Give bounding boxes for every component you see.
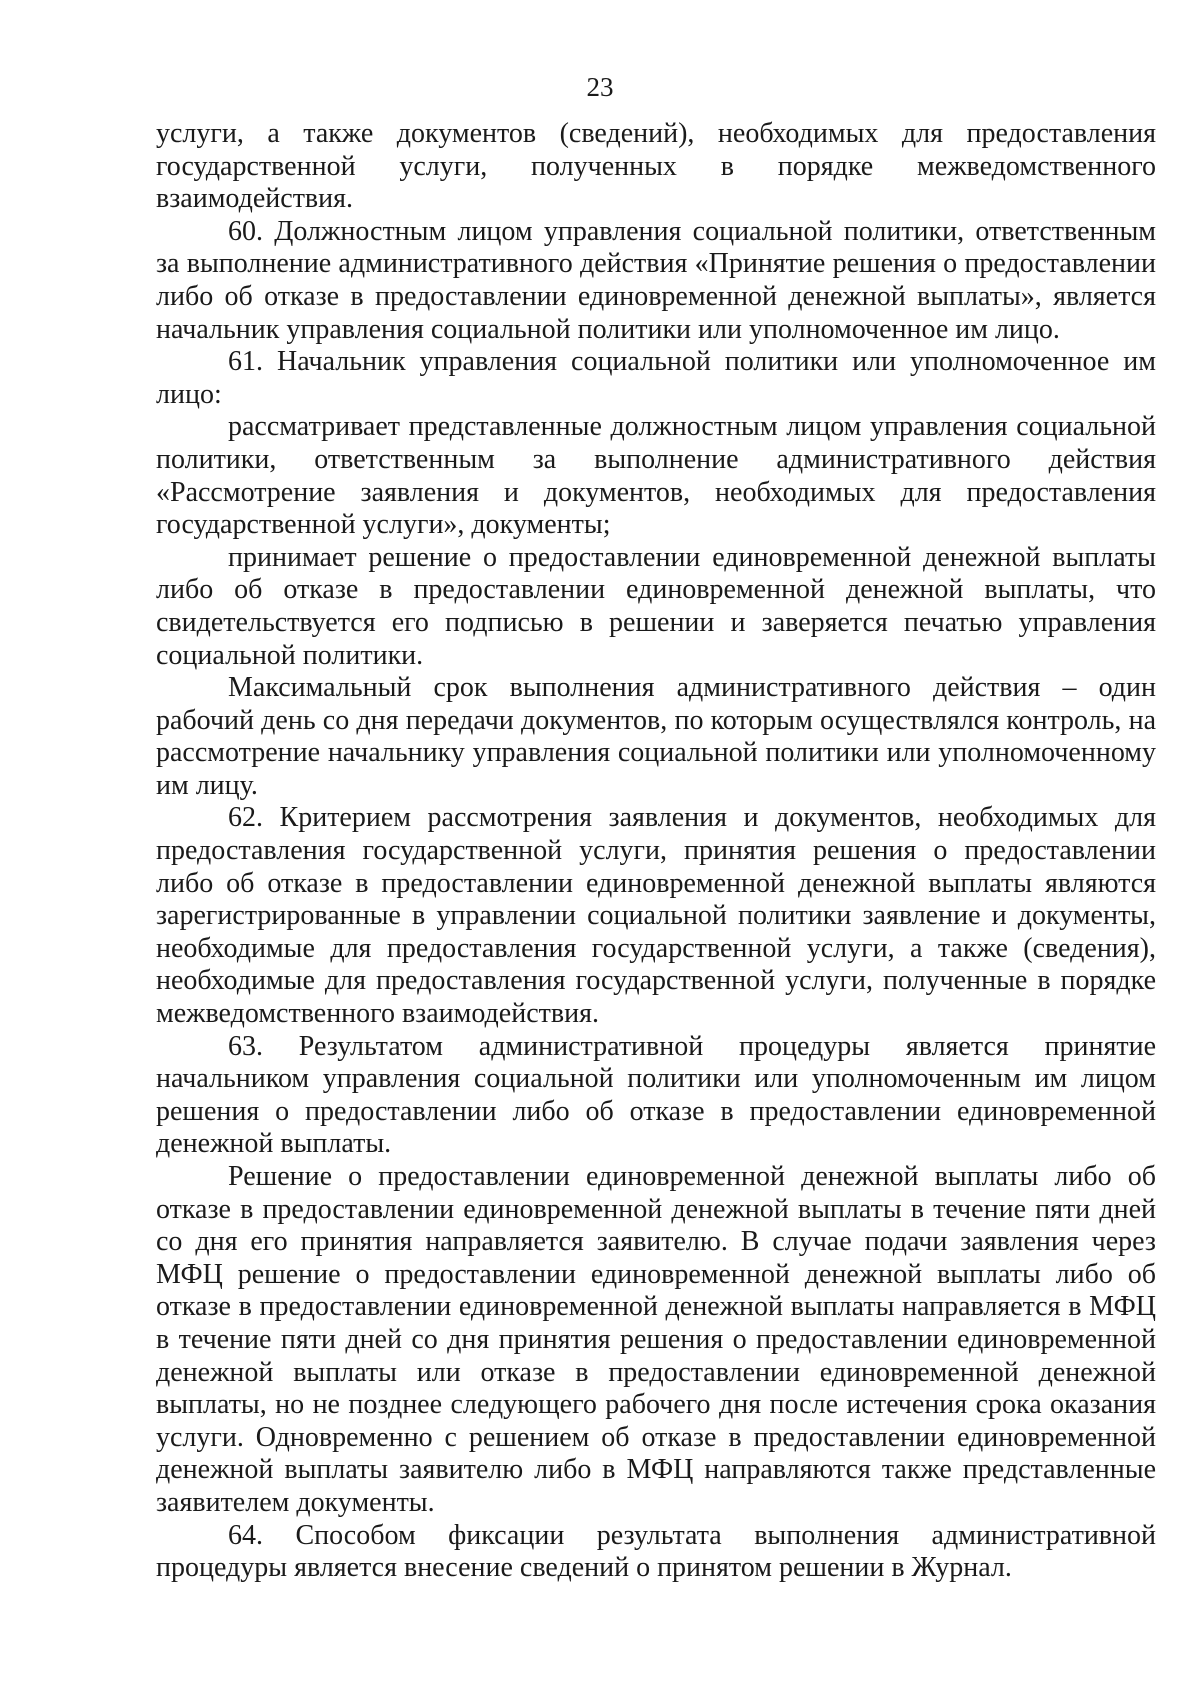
paragraph: Решение о предоставлении единовременной денежной выплаты либо об отказе в предоставлении единовременной денежной выплаты в течение пяти дней со дня его принятия направляется заявителю. В случае подачи заявления через МФЦ решение о предоставлении единовременной денежной выплаты либо об отказе в предоставлении единовременной денежной выплаты направляется в МФЦ в течение пяти дней со дня принятия решения о предоставлении единовременной денежной выплаты или отказе в предоставлении единовременной денежной выплаты, но не позднее следующего рабочего дня после истечения срока оказания услуги. Одновременно с решением об отказе в предоставлении единовременной денежной выплаты заявителю либо в МФЦ направляются также представленные заявителем документы. xyxy=(156,1161,1156,1518)
document-body xyxy=(156,118,1156,1585)
paragraph: Максимальный срок выполнения административного действия – один рабочий день со дня передачи документов, по которым осуществлялся контроль, на рассмотрение начальнику управления социальной политики или уполномоченному им лицу. xyxy=(156,672,1156,801)
paragraph: 61. Начальник управления социальной политики или уполномоченное им лицо: xyxy=(156,346,1156,410)
page-number: 23 xyxy=(586,72,614,102)
paragraph: принимает решение о предоставлении единовременной денежной выплаты либо об отказе в предоставлении единовременной денежной выплаты, что свидетельствуется его подписью в решении и заверяется печатью управления социальной политики. xyxy=(156,541,1156,671)
paragraph: рассматривает представленные должностным лицом управления социальной политики, ответственным за выполнение административного действия «Рассмотрение заявления и документов, необходимых для предоставления государственной услуги», документы; xyxy=(156,411,1156,541)
paragraph: услуги, а также документов (сведений), необходимых для предоставления государственной услуги, полученных в порядке межведомственного взаимодействия. xyxy=(156,118,1156,215)
paragraph: 60. Должностным лицом управления социальной политики, ответственным за выполнение административного действия «Принятие решения о предоставлении либо об отказе в предоставлении единовременной денежной выплаты», является начальник управления социальной политики или уполномоченное им лицо. xyxy=(156,215,1156,345)
paragraph: 63. Результатом административной процедуры является принятие начальником управления социальной политики или уполномоченным им лицом решения о предоставлении либо об отказе в предоставлении единовременной денежной выплаты. xyxy=(156,1030,1156,1160)
paragraph: 64. Способом фиксации результата выполнения административной процедуры является внесение сведений о принятом решении в Журнал. xyxy=(156,1519,1156,1584)
paragraph: 62. Критерием рассмотрения заявления и документов, необходимых для предоставления государственной услуги, принятия решения о предоставлении либо об отказе в предоставлении единовременной денежной выплаты являются зарегистрированные в управлении социальной политики заявление и документы, необходимые для предоставления государственной услуги, а также (сведения), необходимые для предоставления государственной услуги, полученные в порядке межведомственного взаимодействия. xyxy=(156,802,1156,1030)
